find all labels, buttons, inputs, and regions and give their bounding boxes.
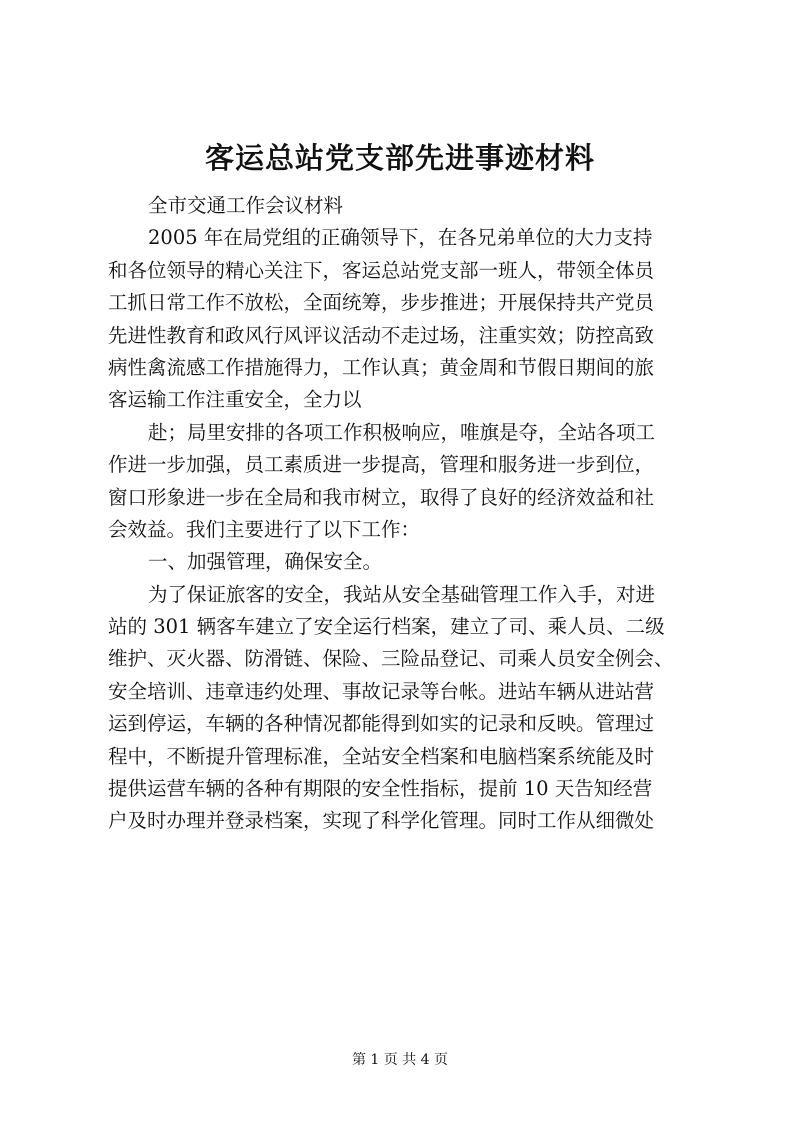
text-line: 2005 年在局党组的正确领导下，在各兄弟单位的大力支持 (148, 226, 653, 250)
text-line: 工抓日常工作不放松，全面统筹，步步推进；开展保持共产党员 (108, 291, 655, 315)
text-line: 先进性教育和政风行风评议活动不走过场，注重实效；防控高致 (108, 323, 655, 347)
text-line: 程中，不断提升管理标准，全站安全档案和电脑档案系统能及时 (108, 744, 655, 768)
text-line: 和各位领导的精心关注下，客运总站党支部一班人，带领全体员 (108, 258, 655, 282)
text-line: 作进一步加强，员工素质进一步提高，管理和服务进一步到位， (108, 453, 655, 477)
section-heading: 一、加强管理，确保安全。 (148, 550, 383, 574)
text-line: 为了保证旅客的安全，我站从安全基础管理工作入手，对进 (148, 582, 656, 606)
document-body (108, 190, 708, 838)
text-line: 会效益。我们主要进行了以下工作： (108, 517, 421, 541)
text-line: 提供运营车辆的各种有期限的安全性指标，提前 10 天告知经营 (108, 777, 653, 801)
document-title: 客运总站党支部先进事迹材料 (204, 141, 595, 175)
text-line: 安全培训、违章违约处理、事故记录等台帐。进站车辆从进站营 (108, 679, 655, 703)
text-line: 站的 301 辆客车建立了安全运行档案，建立了司、乘人员、二级 (108, 615, 665, 639)
text-line: 窗口形象进一步在全局和我市树立，取得了良好的经济效益和社 (108, 485, 655, 509)
text-line: 赴；局里安排的各项工作积极响应，唯旗是夺，全站各项工 (148, 420, 656, 444)
text-line: 客运输工作注重安全，全力以 (108, 388, 362, 412)
text-line: 维护、灭火器、防滑链、保险、三险品登记、司乘人员安全例会、 (108, 647, 674, 671)
text-line: 全市交通工作会议材料 (148, 194, 344, 217)
text-line: 病性禽流感工作措施得力，工作认真；黄金周和节假日期间的旅 (108, 355, 655, 379)
page-footer: 第 1 页 共 4 页 (351, 1052, 449, 1068)
text-line: 户及时办理并登录档案，实现了科学化管理。同时工作从细微处 (108, 809, 655, 833)
text-line: 运到停运，车辆的各种情况都能得到如实的记录和反映。管理过 (108, 712, 655, 736)
